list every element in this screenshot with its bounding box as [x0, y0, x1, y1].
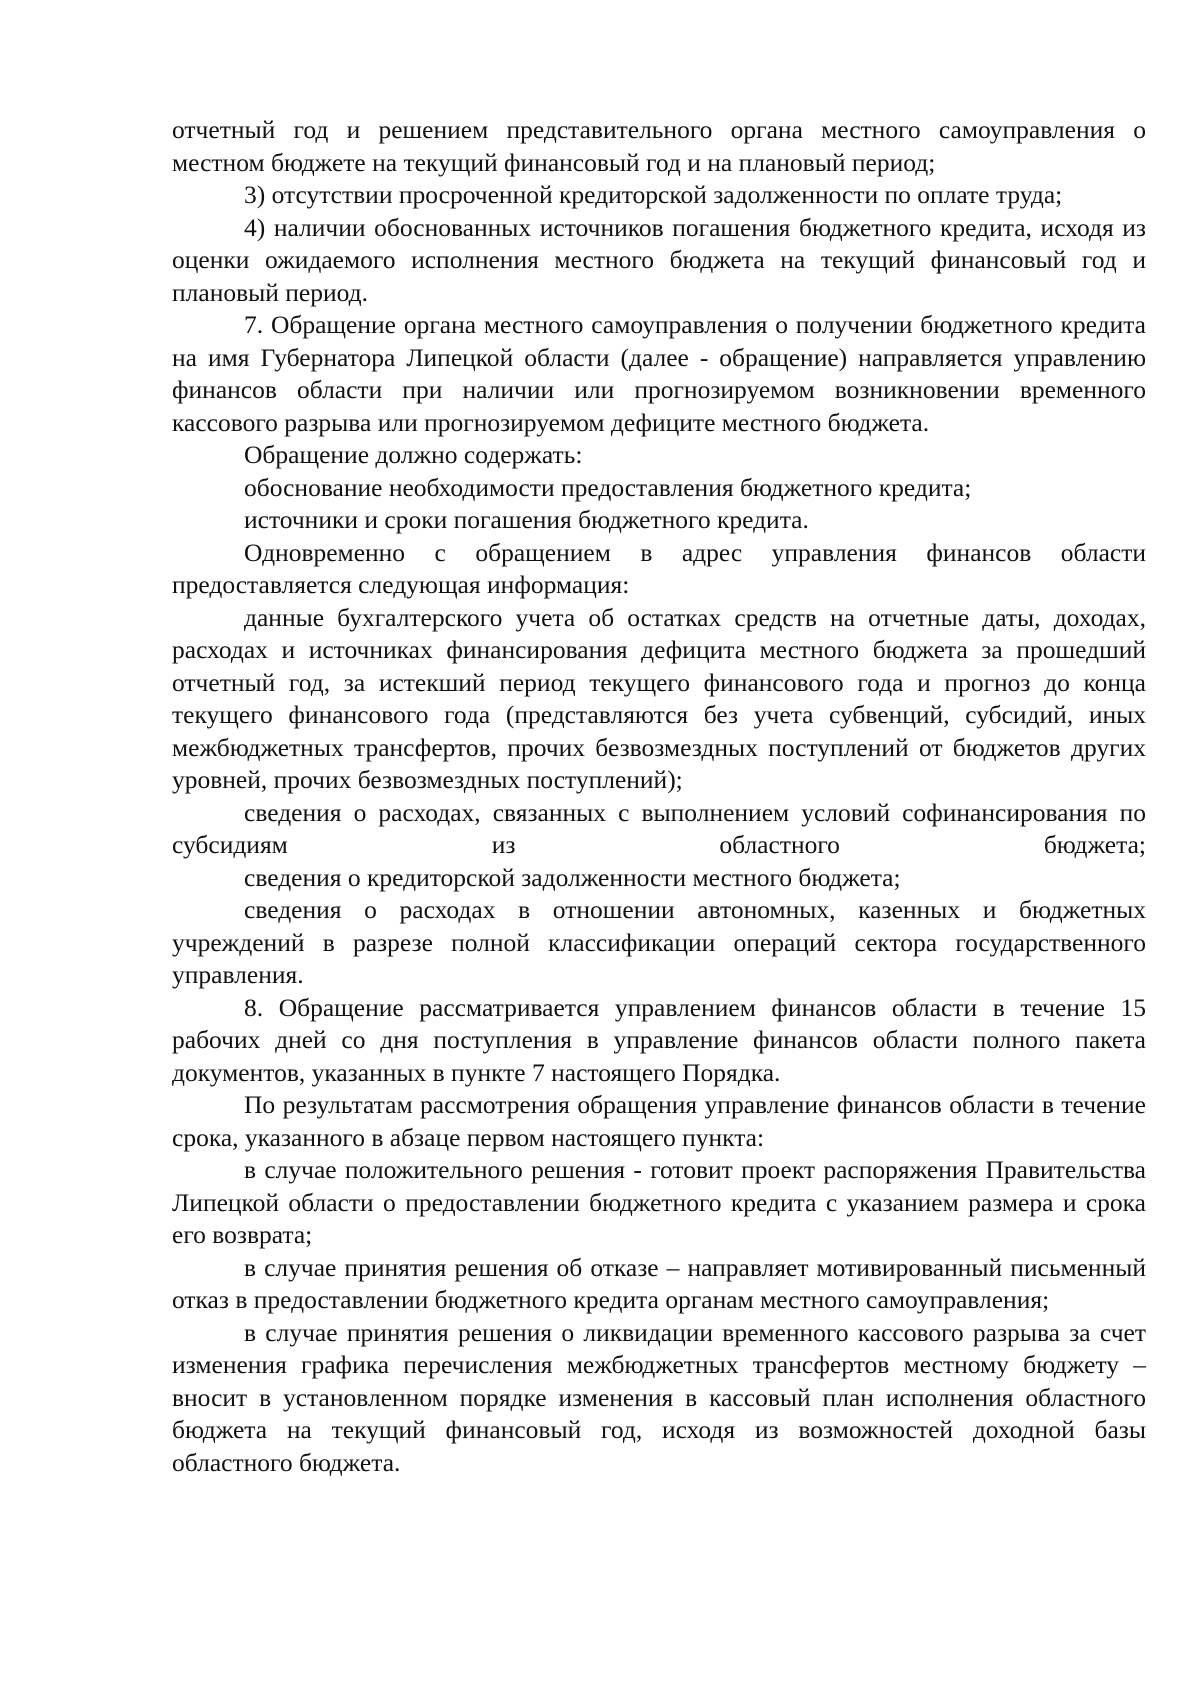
paragraph-justification: обоснование необходимости предоставления бюджетного кредита; — [244, 472, 972, 502]
paragraph-refusal-decision: в случае принятия решения об отказе – направляет мотивированный письменный отказ в предоставлении бюджетного кредита органам местного самоуправления; — [172, 1252, 1146, 1314]
paragraph-cofinancing-expenses: сведения о расходах, связанных с выполнением условий софинансирования по субсидиям из областного бюджета; — [172, 797, 1146, 859]
paragraph-positive-decision: в случае положительного решения - готовит проект распоряжения Правительства Липецкой области о предоставлении бюджетного кредита с указанием размера и срока его возврата; — [172, 1155, 1146, 1249]
paragraph-review-results: По результатам рассмотрения обращения управление финансов области в течение срока, указанного в абзаце первом настоящего пункта: — [172, 1090, 1146, 1152]
paragraph-information-intro: Одновременно с обращением в адрес управления финансов области предоставляется следующая информация: — [172, 537, 1146, 599]
paragraph-item-4: 4) наличии обоснованных источников погашения бюджетного кредита, исходя из оценки ожидаемого исполнения местного бюджета на текущий финансовый год и плановый период. — [172, 212, 1146, 307]
paragraph-clause-8: 8. Обращение рассматривается управлением финансов области в течение 15 рабочих дней со дня поступления в управление финансов области полного пакета документов, указанных в пункте 7 настоящего Порядка. — [172, 992, 1146, 1087]
paragraph-creditor-debt: сведения о кредиторской задолженности местного бюджета; — [244, 862, 901, 892]
paragraph-cash-gap-decision: в случае принятия решения о ликвидации временного кассового разрыва за счет изменения графика перечисления межбюджетных трансфертов местному бюджету – вносит в установленном порядке изменения в кассовый план исполнения областного бюджета на текущий финансовый год, исходя из возможностей доходной базы областного бюджета. — [172, 1317, 1146, 1477]
paragraph-repayment-sources: источники и сроки погашения бюджетного кредита. — [244, 505, 809, 534]
document-page — [172, 114, 1146, 1479]
paragraph-institutions-expenses: сведения о расходах в отношении автономных, казенных и бюджетных учреждений в разрезе полной классификации операций сектора государственного управления. — [172, 895, 1146, 989]
paragraph-item-3: 3) отсутствии просроченной кредиторской задолженности по оплате труда; — [244, 180, 1063, 209]
paragraph-clause-7: 7. Обращение органа местного самоуправления о получении бюджетного кредита на имя Губернатора Липецкой области (далее - обращение) направляется управлению финансов области при наличии или прогнозируемом возникновении временного кассового разрыва или прогнозируемом дефиците местного бюджета. — [172, 310, 1146, 437]
paragraph-continuation: отчетный год и решением представительного органа местного самоуправления о местном бюджете на текущий финансовый год и на плановый период; — [172, 115, 1146, 177]
paragraph-accounting-data: данные бухгалтерского учета об остатках средств на отчетные даты, доходах, расходах и источниках финансирования дефицита местного бюджета за прошедший отчетный год, за истекший период текущего финансового года и прогноз до конца текущего финансового года (представляются без учета субвенций, субсидий, иных межбюджетных трансфертов, прочих безвозмездных поступлений от бюджетов других уровней, прочих безвозмездных поступлений); — [172, 602, 1146, 794]
paragraph-request-contents: Обращение должно содержать: — [244, 440, 583, 469]
